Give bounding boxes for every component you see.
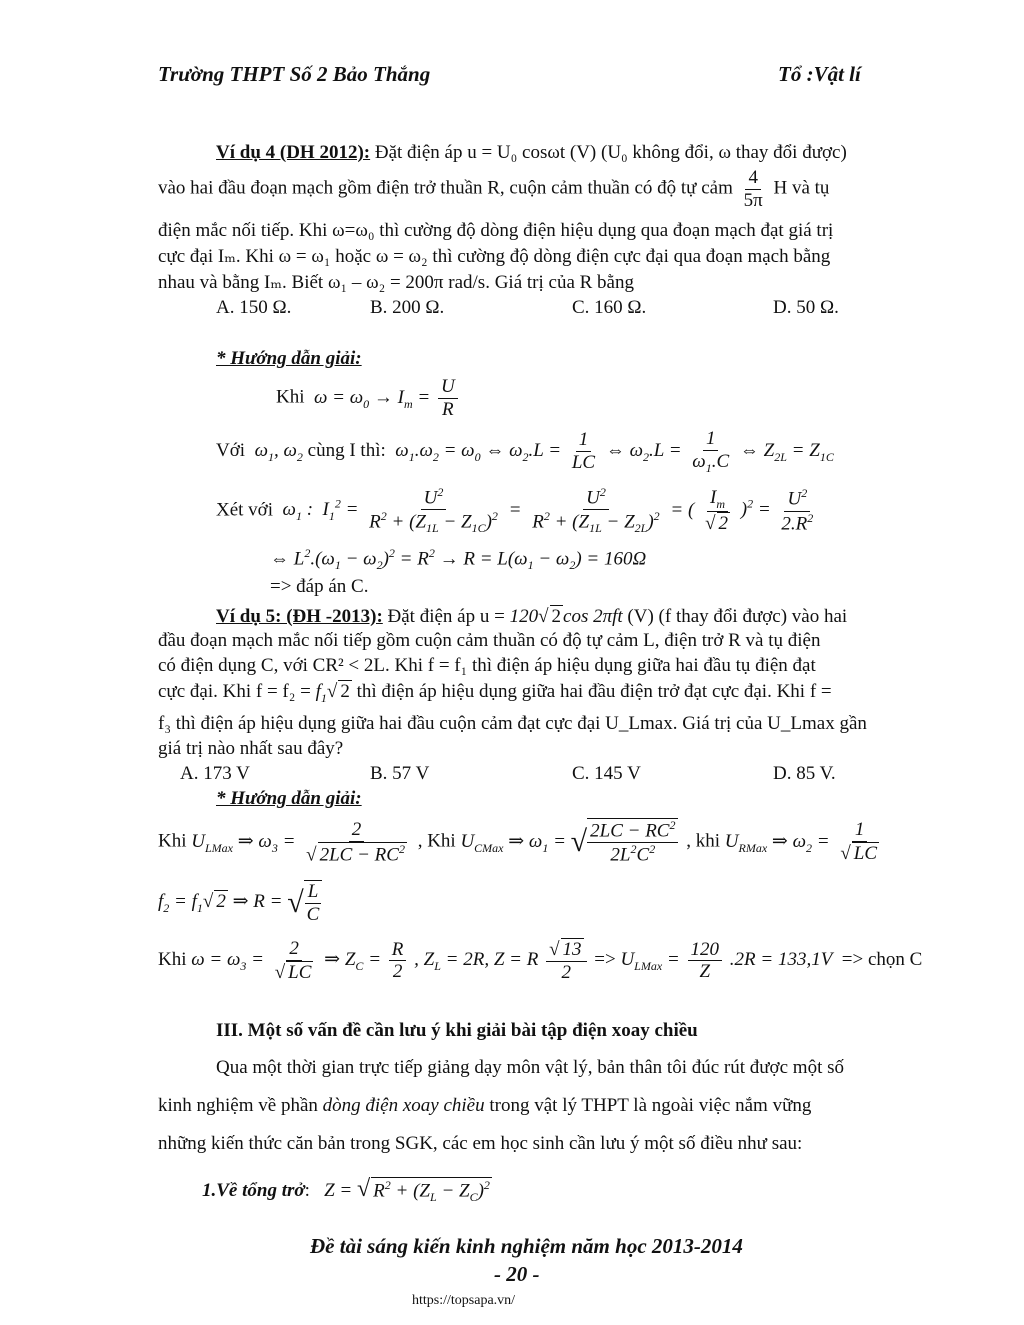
inductance-fraction: $\frac{4}{5\pi}$ [743,167,763,211]
ex4-line5: nhau và bằng Iₘ. Biết ω₁ – ω₂ = 200π rad/s. Giá trị của R bằng [158,272,634,293]
ex4-line2 [158,167,829,212]
ex4-line1 [216,142,847,164]
ex4-option-a: A. 150 Ω. [216,297,292,318]
ex5-option-b: B. 57 V [370,763,430,784]
page-number: - 20 - [494,1262,540,1286]
guide-title-1: * Hướng dẫn giải: [216,348,362,369]
ex4-line4: cực đại Iₘ. Khi ω = ω₁ hoặc ω = ω₂ thì cường độ dòng điện cực đại qua đoạn mạch bằng [158,246,831,267]
sol4-eq1: Khi $\omega = \omega_0 \to I_m$ = $\frac{U}{R}$ [276,376,461,421]
section3-item1: 1.Về tổng trở: Z = √ $R^2 + (Z_L - Z_C)^2$ [202,1176,490,1204]
footer-title: Đề tài sáng kiến kinh nghiệm năm học 2013-2014 [310,1234,743,1258]
section3-p2: kinh nghiệm về phần dòng điện xoay chiều trong vật lý THPT là ngoài việc nắm vững [158,1095,812,1116]
ex4-option-d: D. 50 Ω. [773,297,839,318]
ex5-line2: đầu đoạn mạch mắc nối tiếp gồm cuộn cảm thuần có độ tự cảm L, điện trở R và tụ điện [158,630,821,651]
header-school: Trường THPT Số 2 Bảo Thắng [158,62,431,86]
ex4-text-1: Đặt điện áp u = U₀ cosωt (V) (U₀ không đổi, ω thay đổi được) [374,142,847,163]
sol5-eq1: Khi $U_{LMax}$ ⇒ $\omega_3$ = $\frac{2}{√ 2LC - RC^2}$ , Khi $U_{CMax}$ ⇒ $\omega_1$ = √ $\frac{2LC - RC^2}{2L^2C^2}$ , khi $U_{RMax}$ ⇒ $\omega_2$ = $\frac{1}{√ LC}$ [158,818,878,866]
ex4-line3: điện mắc nối tiếp. Khi ω=ω₀ thì cường độ dòng điện hiệu dụng qua đoạn mạch đạt giá trị [158,220,834,241]
ex5-line6: giá trị nào nhất sau đây? [158,738,344,759]
section3-title: III. Một số vấn đề cần lưu ý khi giải bài tập điện xoay chiều [216,1020,698,1041]
ex4-option-b: B. 200 Ω. [370,297,445,318]
header-dept: Tổ :Vật lí [778,62,861,86]
ex4-option-c: C. 160 Ω. [572,297,647,318]
ex5-line4: cực đại. Khi $f = f_2 = f_1√$ 2 thì điện áp hiệu dụng giữa hai đầu điện trở đạt cực đại. Khi f = [158,681,832,705]
ex4-title: Ví dụ 4 (DH 2012): [216,142,371,163]
ex5-option-d: D. 85 V. [773,763,836,784]
ex5-option-c: C. 145 V [572,763,641,784]
guide-title-2: * Hướng dẫn giải: [216,788,362,809]
sol5-eq2: $f_2 = f_1√$ 2 ⇒ R = √ $\frac{L}{C}$ [158,880,325,926]
ex4-text-2b: H và tụ [773,177,830,199]
sol5-eq3: Khi $\omega = \omega_3$ = $\frac{2}{√ LC}$ ⇒ $Z_C$ = $\frac{R}{2}$ , $Z_L = 2R$, Z = R $\frac{√ 13}{2}$ => $U_{LMax}$ = $\frac{120}{Z}$ .2R = 133,1V => chọn C [158,938,923,983]
ex4-text-2a: vào hai đầu đoạn mạch gồm điện trở thuần R, cuộn cảm thuần có độ tự cảm [158,177,733,199]
sol4-eq3: Xét với $\omega_1$ : $I_1^2$ = $\frac{U^2}{R^2 + (Z_{1L} - Z_{1C})^2}$ = $\frac{U^2}{R^2 + (Z_{1L} - Z_{2L})^2}$ = ( $\frac{I_m}{√ 2}$ )$^2$ = $\frac{U^2}{2.R^2}$ [216,485,814,536]
footer-url[interactable]: https://topsapa.vn/ [412,1293,516,1308]
sol4-eq2: Với $\omega_1$, $\omega_2$ cùng I thì: $\omega_1.\omega_2 = \omega_0$ ⇔ $\omega_2.L$ = $\frac{1}{LC}$ ⇔ $\omega_2.L$ = $\frac{1}{\omega_1.C}$ ⇔ $Z_{2L} = Z_{1C}$ [216,428,834,475]
ex5-line5: f₃ thì điện áp hiệu dụng giữa hai đầu cuộn cảm đạt cực đại U_Lmax. Giá trị của U_Lmax gần [158,713,867,734]
ex5-line3: có điện dụng C, với CR² < 2L. Khi f = f₁ thì điện áp hiệu dụng giữa hai đầu tụ điện đạt [158,655,816,676]
section3-p1: Qua một thời gian trực tiếp giảng dạy môn vật lý, bản thân tôi đúc rút được một số [216,1057,844,1078]
sol4-eq4: ⇔ $L^2.(\omega_1 - \omega_2)^2 = R^2 \to R = L(\omega_1 - \omega_2) = 160\Omega$ [270,546,647,573]
ex5-option-a: A. 173 V [180,763,250,784]
ex5-line1: Ví dụ 5: (ĐH -2013): Đặt điện áp u = 120√ 2 cos 2πft (V) (f thay đổi được) vào hai [216,606,848,627]
sol4-answer: => đáp án C. [270,576,369,597]
ex5-title: Ví dụ 5: (ĐH -2013): [216,606,383,627]
section3-p3: những kiến thức căn bản trong SGK, các em học sinh cần lưu ý một số điều như sau: [158,1133,803,1154]
